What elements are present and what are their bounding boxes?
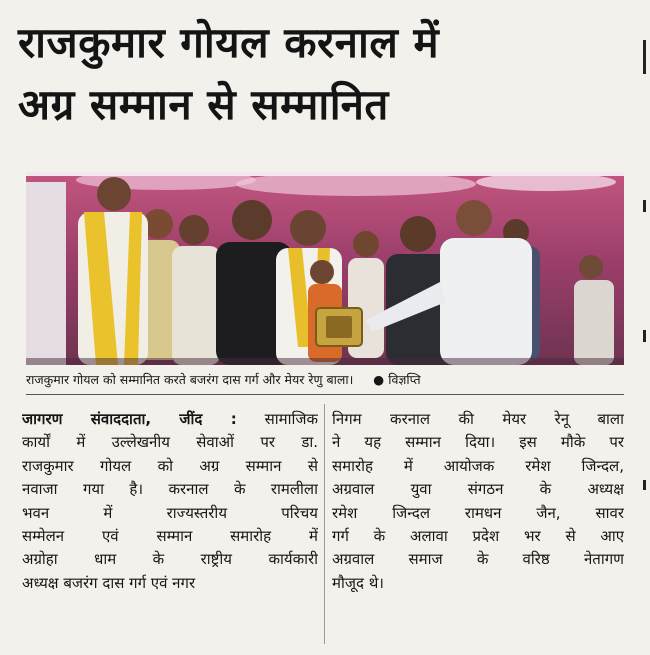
news-photo (26, 172, 624, 365)
column-divider (324, 404, 325, 644)
article-line: ने यह सम्मान दिया। इस मौके पर (332, 433, 624, 452)
credit-bullet-icon: ● (373, 372, 385, 387)
article-line: नवाजा गया है। करनाल के रामलीला (22, 480, 318, 499)
page-edge-mark (643, 40, 646, 74)
dateline: जागरण संवाददाता, जींद : (22, 410, 237, 428)
article-line: रमेश जिन्दल रामधन जैन, सावर (332, 503, 624, 522)
headline-line-1: राजकुमार गोयल करनाल में (18, 18, 440, 67)
caption-divider (26, 394, 624, 395)
article-line: सम्मेलन एवं सम्मान समारोह में (22, 527, 318, 546)
article-line: भवन में राज्यस्तरीय परिचय (22, 503, 318, 522)
article-line: अग्रोहा धाम के राष्ट्रीय कार्यकारी (22, 550, 318, 569)
article-line: अग्रवाल युवा संगठन के अध्यक्ष (332, 480, 624, 499)
award-ceremony-photo (26, 172, 624, 365)
caption-text: राजकुमार गोयल को सम्मानित करते बजरंग दास गर्ग और मेयर रेणु बाला। (26, 372, 354, 387)
article-line: निगम करनाल की मेयर रेनू बाला (332, 410, 624, 428)
page-edge-mark (643, 330, 646, 342)
article-line (22, 408, 318, 431)
article-line: कार्यों में उल्लेखनीय सेवाओं पर डा. (22, 433, 318, 452)
article-column-left (22, 408, 318, 595)
headline-line-2: अग्र सम्मान से सम्मानित (18, 80, 389, 129)
photo-credit: विज्ञप्ति (388, 372, 421, 387)
article-column-right (332, 408, 624, 595)
headline (18, 12, 630, 136)
article-line: राजकुमार गोयल को अग्र सम्मान से (22, 456, 318, 475)
article-line: अध्यक्ष बजरंग दास गर्ग एवं नगर (22, 573, 196, 592)
article-line: अग्रवाल समाज के वरिष्ठ नेतागण (332, 550, 624, 569)
article-line: मौजूद थे। (332, 573, 384, 592)
article-text: सामाजिक (264, 410, 318, 428)
photo-caption (26, 370, 624, 390)
article-line: गर्ग के अलावा प्रदेश भर से आए (332, 527, 624, 546)
page-edge-mark (643, 480, 646, 490)
article-line: समारोह में आयोजक रमेश जिन्दल, (332, 456, 624, 475)
page-edge-mark (643, 200, 646, 212)
